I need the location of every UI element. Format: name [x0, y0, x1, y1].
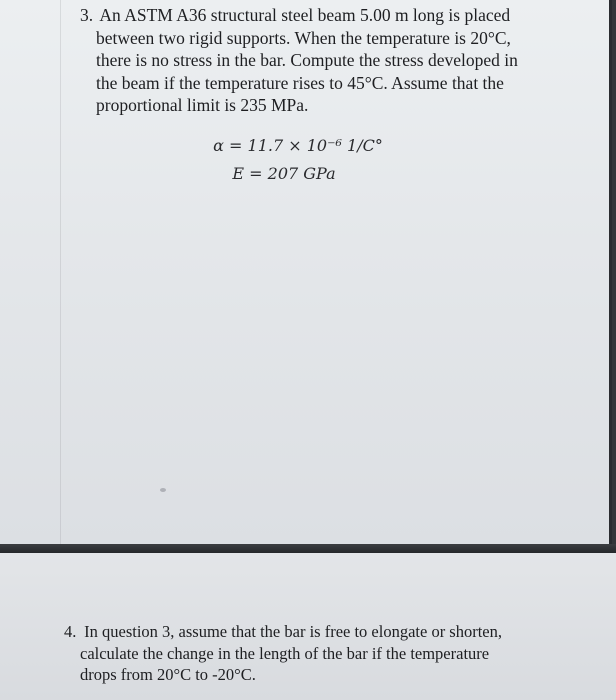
question-3-text-1: An ASTM A36 structural steel beam 5.00 m long is placed	[99, 5, 511, 25]
equation-elastic-modulus: E = 207 GPa	[232, 164, 336, 183]
question-3-line-4: the beam if the temperature rises to 45°C. Assume that the	[96, 72, 504, 93]
question-4-line-3: drops from 20°C to -20°C.	[80, 665, 256, 684]
question-4-line-2: calculate the change in the length of the bar if the temperature	[80, 643, 490, 663]
question-3-line-5: proportional limit is 235 MPa.	[96, 95, 309, 115]
question-4-text-1: In question 3, assume that the bar is free to elongate or shorten,	[84, 622, 503, 641]
question-4-number: 4.	[64, 622, 77, 641]
sheet-gap	[0, 544, 616, 553]
question-3-line-1	[80, 4, 550, 27]
question-4	[64, 621, 534, 686]
question-4-line-1	[64, 621, 534, 643]
question-3-number: 3.	[80, 5, 94, 25]
question-3-line-3: there is no stress in the bar. Compute the stress developed in	[96, 50, 518, 70]
paper-smudge	[160, 488, 166, 492]
question-3	[80, 4, 550, 117]
question-3-line-2: between two rigid supports. When the temperature is 20°C,	[96, 27, 511, 48]
equation-thermal-coefficient: α = 11.7 × 10⁻⁶ 1/C°	[213, 136, 383, 155]
